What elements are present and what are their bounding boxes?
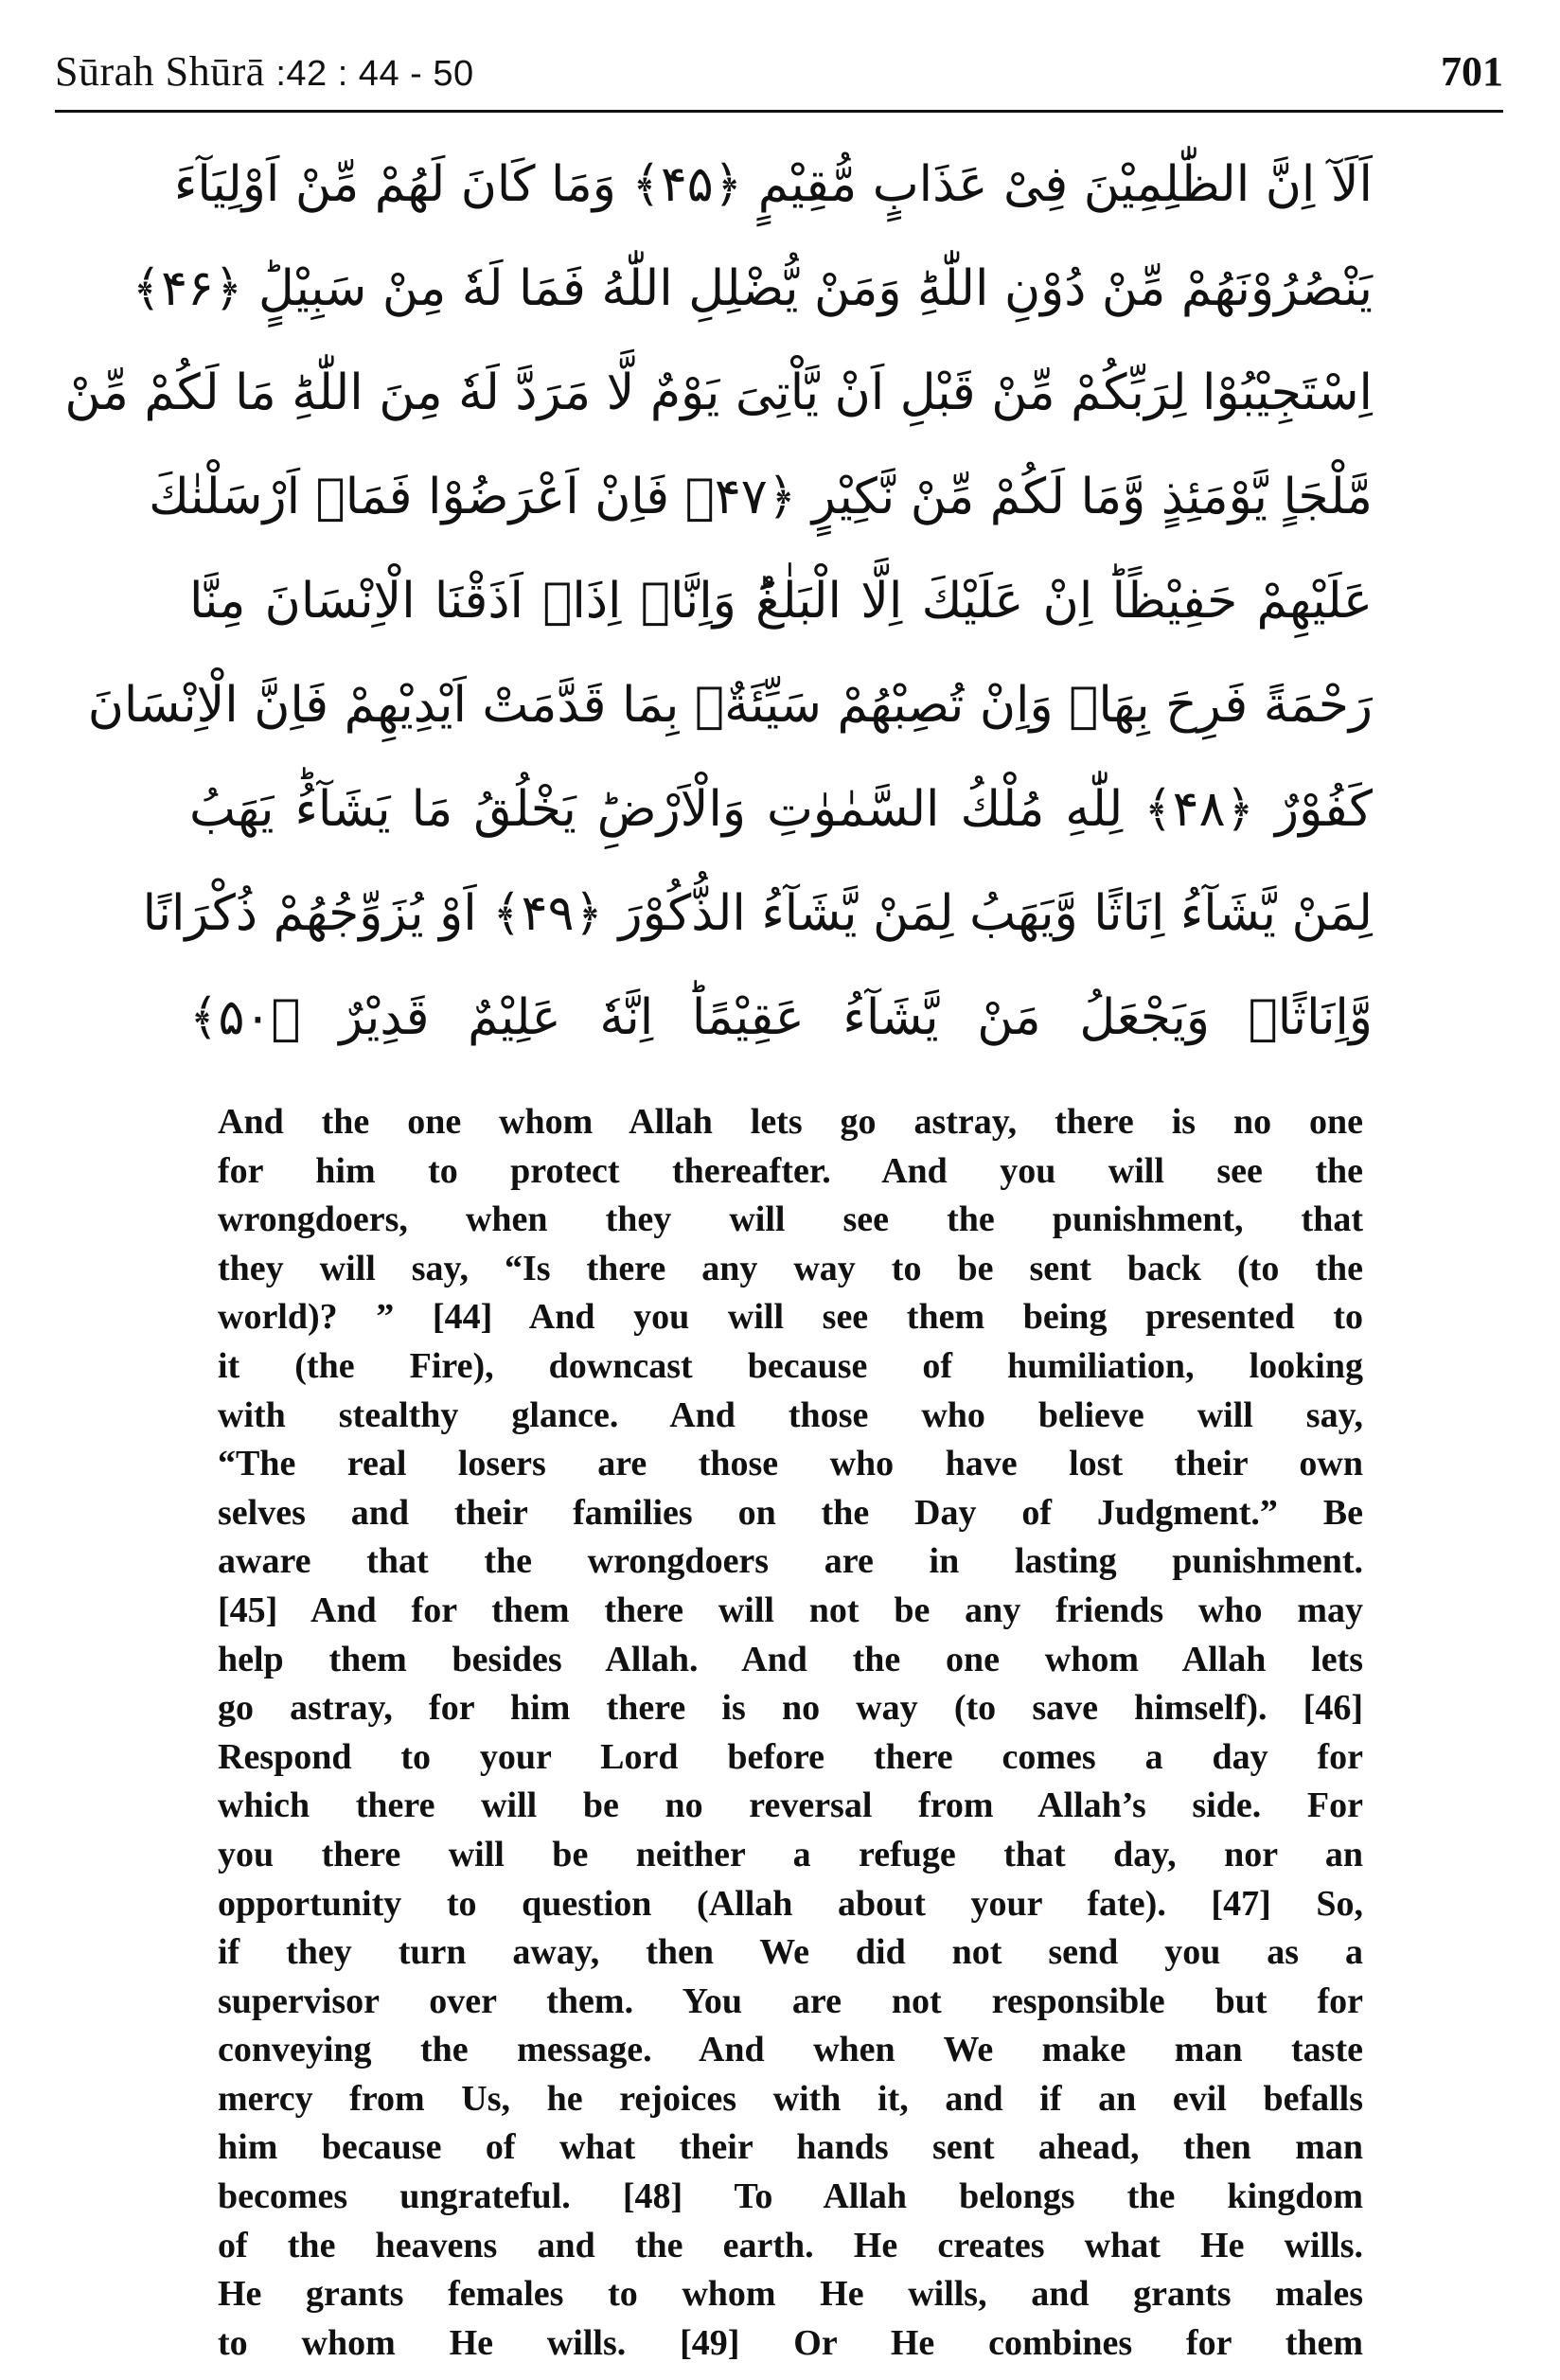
translation-line: for him to protect thereafter. And you will see the: [218, 1150, 1363, 1191]
arabic-line: وَّاِنَاثًاۚ وَیَجْعَلُ مَنْ یَّشَآءُ عَقِیْمًاؕ اِنَّهٗ عَلِیْمٌ قَدِیْرٌ ﴿۵۰﴾: [189, 989, 1373, 1046]
translation-line: [45] And for them there will not be any friends who may: [218, 1590, 1363, 1630]
arabic-line: مَّلْجَاٍ یَّوْمَئِذٍ وَّمَا لَكُمْ مِّنْ نَّكِیْرٍ ﴿۴۷﴾ فَاِنْ اَعْرَضُوْا فَمَاۤ اَرْسَلْنٰكَ: [149, 469, 1373, 525]
arabic-line: یَنْصُرُوْنَهُمْ مِّنْ دُوْنِ اللّٰهِؕ وَمَنْ یُّضْلِلِ اللّٰهُ فَمَا لَهٗ مِنْ سَبِیْلٍؕ ﴿۴۶﴾: [132, 260, 1373, 317]
translation-line: Respond to your Lord before there comes a day for: [218, 1736, 1363, 1777]
translation-line: you there will be neither a refuge that day, nor an: [218, 1834, 1363, 1874]
translation-line: selves and their families on the Day of Judgment.” Be: [218, 1492, 1363, 1533]
arabic-line: كَفُوْرٌ ﴿۴۸﴾ لِلّٰهِ مُلْكُ السَّمٰوٰتِ وَالْاَرْضِؕ یَخْلُقُ مَا یَشَآءُؕ یَهَبُ: [189, 781, 1373, 838]
translation-line: aware that the wrongdoers are in lasting punishment.: [218, 1541, 1363, 1582]
translation-line: supervisor over them. You are not responsible but for: [218, 1980, 1363, 2021]
arabic-line: اَلَآ اِنَّ الظّٰلِمِیْنَ فِیْ عَذَابٍ مُّقِیْمٍ ﴿۴۵﴾ وَمَا كَانَ لَهُمْ مِّنْ اَوْلِیَآءَ: [173, 156, 1373, 213]
translation-line: becomes ungrateful. [48] To Allah belongs the kingdom: [218, 2176, 1363, 2217]
translation-line: opportunity to question (Allah about your fate). [47] So,: [218, 1883, 1363, 1924]
page-number: 701: [1441, 48, 1503, 95]
translation-line: to whom He wills. [49] Or He combines for them: [218, 2322, 1363, 2363]
translation-line: of the heavens and the earth. He creates what He wills.: [218, 2225, 1363, 2265]
english-translation: [218, 1098, 1363, 2368]
arabic-line: اِسْتَجِیْبُوْا لِرَبِّكُمْ مِّنْ قَبْلِ اَنْ یَّاْتِیَ یَوْمٌ لَّا مَرَدَّ لَهٗ مِنَ اللّٰهِؕ مَا لَكُمْ مِّنْ: [64, 364, 1373, 421]
translation-line: mercy from Us, he rejoices with it, and if an evil befalls: [218, 2078, 1363, 2119]
translation-line: which there will be no reversal from Allah’s side. For: [218, 1785, 1363, 1826]
arabic-line: لِمَنْ یَّشَآءُ اِنَاثًا وَّیَهَبُ لِمَنْ یَّشَآءُ الذُّكُوْرَ ﴿۴۹﴾ اَوْ یُزَوِّجُهُمْ ذُكْرَانًا: [142, 885, 1373, 942]
surah-name: Sūrah Shūrā: [55, 48, 265, 95]
page-header: [55, 47, 1503, 104]
translation-line: And the one whom Allah lets go astray, there is no one: [218, 1102, 1363, 1142]
arabic-line: رَحْمَةً فَرِحَ بِهَاۚ وَاِنْ تُصِبْهُمْ سَیِّئَةٌۢ بِمَا قَدَّمَتْ اَیْدِیْهِمْ فَاِنَّ الْاِنْسَانَ: [87, 677, 1373, 734]
header-divider: [55, 110, 1503, 113]
arabic-verses: [64, 133, 1373, 1070]
translation-line: go astray, for him there is no way (to save himself). [46]: [218, 1688, 1363, 1729]
arabic-line: عَلَیْهِمْ حَفِیْظًاؕ اِنْ عَلَیْكَ اِلَّا الْبَلٰغُؕ وَاِنَّاۤ اِذَاۤ اَذَقْنَا الْاِنْسَانَ مِنَّا: [189, 573, 1373, 630]
running-title: [55, 47, 474, 96]
translation-line: world)? ” [44] And you will see them being presented to: [218, 1297, 1363, 1338]
translation-line: wrongdoers, when they will see the punishment, that: [218, 1199, 1363, 1240]
translation-line: conveying the message. And when We make man taste: [218, 2030, 1363, 2070]
surah-reference: :42 : 44 - 50: [275, 54, 474, 94]
translation-line: He grants females to whom He wills, and grants males: [218, 2274, 1363, 2315]
translation-line: with stealthy glance. And those who believe will say,: [218, 1394, 1363, 1435]
translation-line: it (the Fire), downcast because of humiliation, looking: [218, 1345, 1363, 1386]
translation-line: help them besides Allah. And the one whom Allah lets: [218, 1639, 1363, 1679]
translation-line: him because of what their hands sent ahead, then man: [218, 2127, 1363, 2168]
translation-line: they will say, “Is there any way to be sent back (to the: [218, 1248, 1363, 1288]
translation-line: if they turn away, then We did not send you as a: [218, 1932, 1363, 1973]
translation-line: “The real losers are those who have lost their own: [218, 1444, 1363, 1484]
